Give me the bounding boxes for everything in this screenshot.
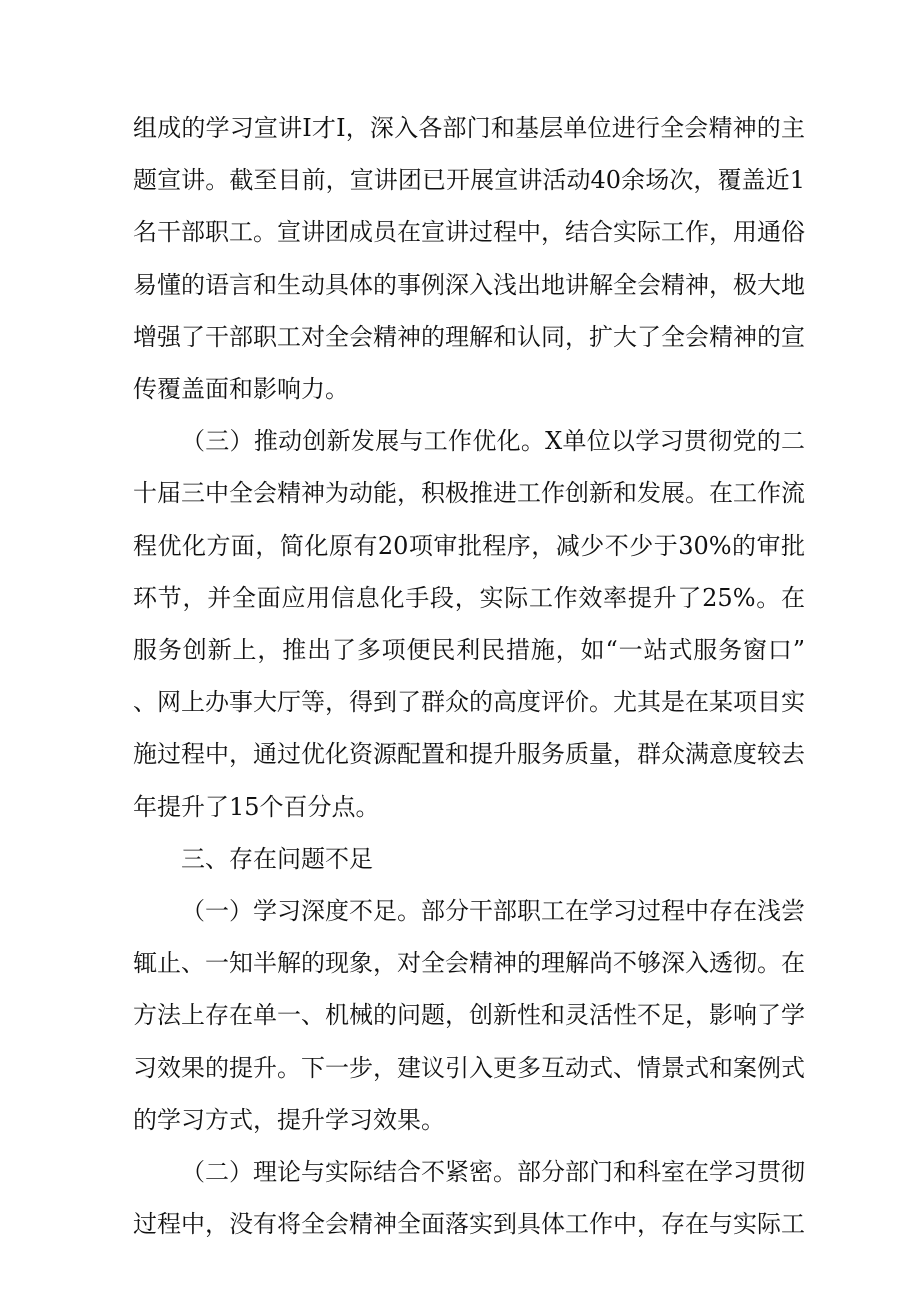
paragraph-propaganda-team: 组成的学习宣讲I才I，深入各部门和基层单位进行全会精神的主题宣讲。截至目前，宣讲团已开展宣讲活动40余场次，覆盖近1名干部职工。宣讲团成员在宣讲过程中，结合实际工作，用通俗易懂的语言和生动具体的事例深入浅出地讲解全会精神，极大地增强了干部职工对全会精神的理解和认同，扩大了全会精神的宣传覆盖面和影响力。 bbox=[133, 114, 805, 404]
document-body bbox=[133, 102, 805, 1250]
section-heading-problems: 三、存在问题不足 bbox=[181, 844, 373, 873]
paragraph-theory-practice: （二）理论与实际结合不紧密。部分部门和科室在学习贯彻过程中，没有将全会精神全面落实到具体工作中，存在与实际工 bbox=[133, 1158, 805, 1239]
paragraph-learning-depth: （一）学习深度不足。部分干部职工在学习过程中存在浅尝辄止、一知半解的现象，对全会精神的理解尚不够深入透彻。在方法上存在单一、机械的问题，创新性和灵活性不足，影响了学习效果的提升。下一步，建议引入更多互动式、情景式和案例式的学习方式，提升学习效果。 bbox=[133, 897, 805, 1134]
paragraph-innovation-optimization: （三）推动创新发展与工作优化。X单位以学习贯彻党的二十届三中全会精神为动能，积极推进工作创新和发展。在工作流程优化方面，简化原有20项审批程序，减少不少于30%的审批环节，并全面应用信息化手段，实际工作效率提升了25%。在服务创新上，推出了多项便民利民措施，如“一站式服务窗口”、网上办事大厅等，得到了群众的高度评价。尤其是在某项目实施过程中，通过优化资源配置和提升服务质量，群众满意度较去年提升了15个百分点。 bbox=[133, 427, 805, 821]
